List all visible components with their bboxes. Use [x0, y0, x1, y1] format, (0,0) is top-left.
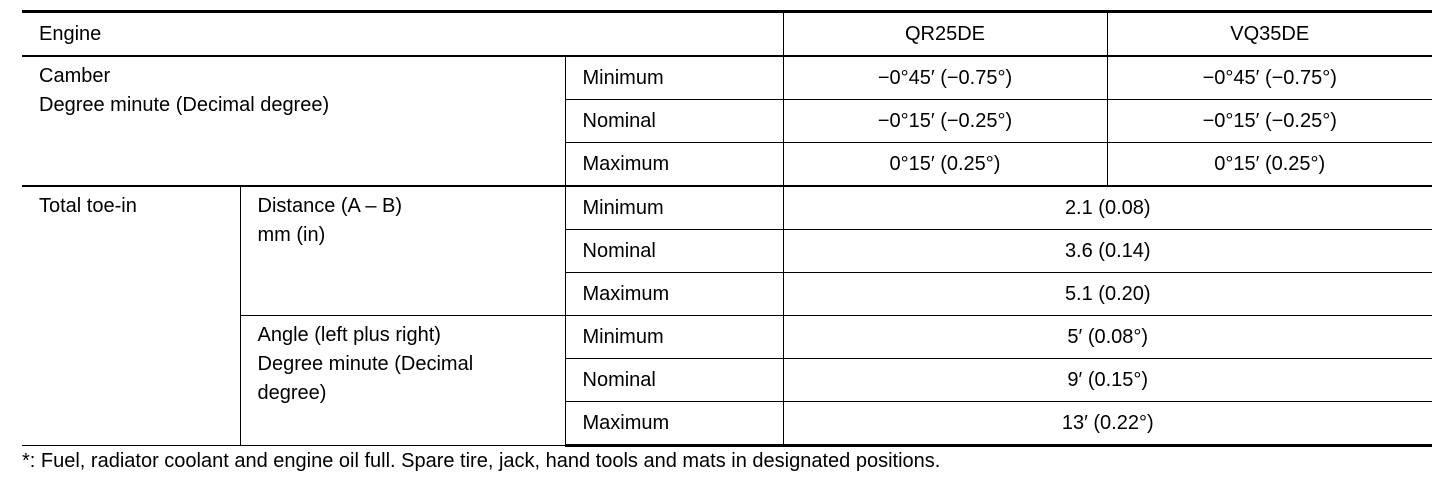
camber-level-minimum: Minimum — [565, 56, 783, 100]
camber-level-nominal: Nominal — [565, 100, 783, 143]
toe-angle-nom-value: 9′ (0.15°) — [783, 359, 1432, 402]
camber-min-vq35de: −0°45′ (−0.75°) — [1107, 56, 1432, 100]
wheel-alignment-spec-table — [22, 10, 1432, 447]
table-header-row — [22, 12, 1432, 57]
toe-angle-level-minimum: Minimum — [565, 316, 783, 359]
camber-unit-label: Degree minute (Decimal degree) — [39, 94, 330, 116]
toe-distance-min-value: 2.1 (0.08) — [783, 186, 1432, 230]
camber-label-cell — [22, 56, 565, 186]
toe-distance-label: Distance (A – B) — [257, 195, 403, 217]
camber-max-vq35de: 0°15′ (0.25°) — [1107, 143, 1432, 187]
engine-column-qr25de: QR25DE — [783, 12, 1107, 57]
table-row — [22, 56, 1432, 100]
toe-distance-unit-label: mm (in) — [257, 224, 326, 246]
toe-distance-nom-value: 3.6 (0.14) — [783, 230, 1432, 273]
toe-in-label: Total toe-in — [39, 195, 137, 217]
toe-distance-level-nominal: Nominal — [565, 230, 783, 273]
footnote: *: Fuel, radiator coolant and engine oil full. Spare tire, jack, hand tools and mats in designated positions. — [22, 450, 941, 472]
camber-level-maximum: Maximum — [565, 143, 783, 187]
engine-column-vq35de: VQ35DE — [1107, 12, 1432, 57]
camber-label: Camber — [39, 65, 111, 87]
toe-distance-level-maximum: Maximum — [565, 273, 783, 316]
toe-angle-label-cell — [240, 316, 565, 446]
camber-nom-vq35de: −0°15′ (−0.25°) — [1107, 100, 1432, 143]
toe-angle-unit-label-cont: degree) — [257, 382, 327, 404]
toe-distance-max-value: 5.1 (0.20) — [783, 273, 1432, 316]
camber-nom-qr25de: −0°15′ (−0.25°) — [783, 100, 1107, 143]
camber-min-qr25de: −0°45′ (−0.75°) — [783, 56, 1107, 100]
toe-angle-max-value: 13′ (0.22°) — [783, 402, 1432, 446]
table-row — [22, 186, 1432, 230]
engine-header-cell: Engine — [22, 12, 783, 57]
toe-angle-min-value: 5′ (0.08°) — [783, 316, 1432, 359]
toe-angle-level-maximum: Maximum — [565, 402, 783, 446]
toe-angle-label: Angle (left plus right) — [257, 324, 441, 346]
toe-in-label-cell — [22, 186, 240, 446]
toe-angle-unit-label: Degree minute (Decimal — [257, 353, 474, 375]
toe-angle-level-nominal: Nominal — [565, 359, 783, 402]
toe-distance-label-cell — [240, 186, 565, 316]
camber-max-qr25de: 0°15′ (0.25°) — [783, 143, 1107, 187]
toe-distance-level-minimum: Minimum — [565, 186, 783, 230]
